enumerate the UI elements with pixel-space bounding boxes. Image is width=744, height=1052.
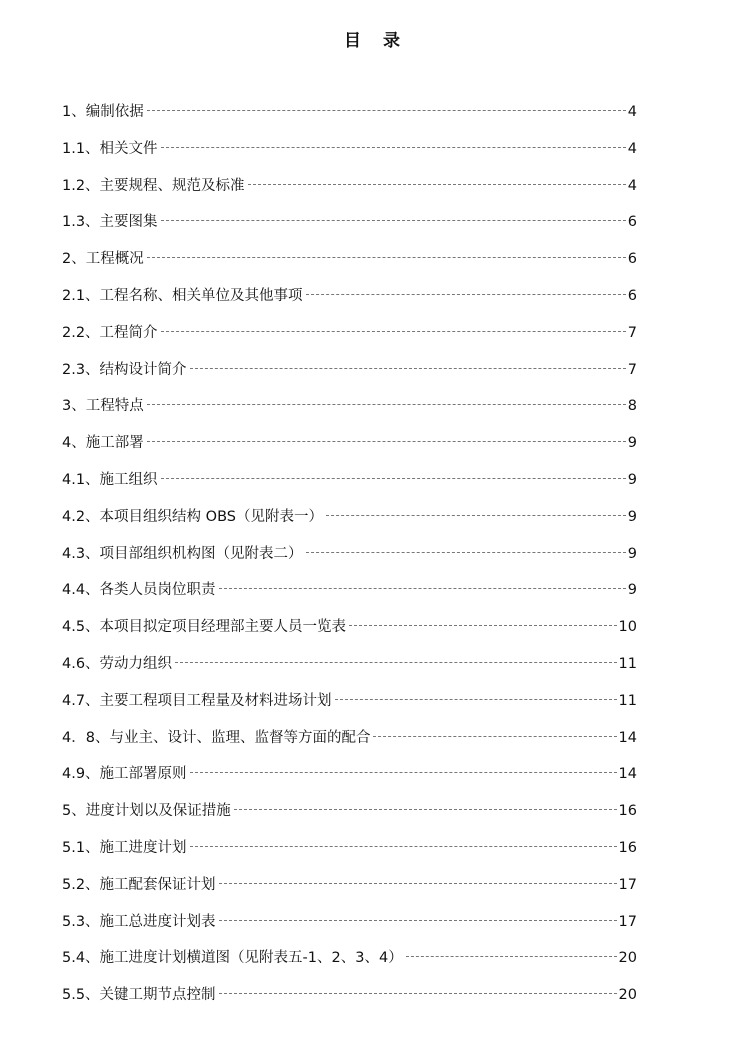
toc-dot-leader xyxy=(326,515,626,516)
toc-entry-page-number: 14 xyxy=(618,729,637,746)
toc-entry-page-number: 4 xyxy=(627,177,637,194)
toc-entry[interactable] xyxy=(62,572,637,609)
toc-entry-title: 4.7、主要工程项目工程量及材料进场计划 xyxy=(62,692,332,709)
toc-entry-title: 4.5、本项目拟定项目经理部主要人员一览表 xyxy=(62,619,347,636)
toc-entry-page-number: 10 xyxy=(618,619,637,636)
toc-entry[interactable] xyxy=(62,830,637,867)
toc-entry[interactable] xyxy=(62,241,637,278)
toc-entry-page-number: 6 xyxy=(627,251,637,268)
toc-entry-page-number: 20 xyxy=(618,987,637,1004)
toc-entry-page-number: 16 xyxy=(618,803,637,820)
toc-dot-leader xyxy=(219,993,617,994)
toc-entry-page-number: 11 xyxy=(618,692,637,709)
toc-entry[interactable] xyxy=(62,462,637,499)
toc-entry-title: 2.3、结构设计简介 xyxy=(62,361,187,378)
toc-dot-leader xyxy=(161,478,626,479)
toc-entry-page-number: 9 xyxy=(627,435,637,452)
toc-entry-title: 2、工程概况 xyxy=(62,251,144,268)
table-of-contents xyxy=(62,94,637,1014)
toc-entry-title: 4.4、各类人员岗位职责 xyxy=(62,582,216,599)
toc-entry[interactable] xyxy=(62,867,637,904)
toc-dot-leader xyxy=(306,552,626,553)
toc-dot-leader xyxy=(147,257,626,258)
toc-dot-leader xyxy=(306,294,626,295)
toc-entry-title: 4.1、施工组织 xyxy=(62,471,158,488)
toc-dot-leader xyxy=(234,809,617,810)
toc-entry-page-number: 14 xyxy=(618,766,637,783)
toc-entry-page-number: 9 xyxy=(627,471,637,488)
toc-dot-leader xyxy=(147,441,626,442)
toc-entry-title: 4.2、本项目组织结构 OBS（见附表一） xyxy=(62,508,323,525)
toc-entry-title: 5.2、施工配套保证计划 xyxy=(62,876,216,893)
toc-entry-title: 1.1、相关文件 xyxy=(62,140,158,157)
toc-entry[interactable] xyxy=(62,388,637,425)
toc-entry[interactable] xyxy=(62,793,637,830)
toc-entry-title: 4.9、施工部署原则 xyxy=(62,766,187,783)
toc-entry-page-number: 17 xyxy=(618,913,637,930)
toc-entry-page-number: 20 xyxy=(618,950,637,967)
toc-entry-page-number: 9 xyxy=(627,582,637,599)
toc-entry[interactable] xyxy=(62,204,637,241)
toc-entry-title: 2.1、工程名称、相关单位及其他事项 xyxy=(62,287,303,304)
toc-entry-title: 4.6、劳动力组织 xyxy=(62,655,173,672)
toc-dot-leader xyxy=(161,331,626,332)
toc-entry-title: 1、编制依据 xyxy=(62,104,144,120)
toc-entry[interactable] xyxy=(62,609,637,646)
toc-entry-page-number: 4 xyxy=(627,104,637,120)
toc-entry-title: 5.1、施工进度计划 xyxy=(62,839,187,856)
toc-dot-leader xyxy=(219,588,626,589)
toc-dot-leader xyxy=(161,220,626,221)
toc-dot-leader xyxy=(190,846,617,847)
toc-entry[interactable] xyxy=(62,683,637,720)
toc-entry-title: 4、施工部署 xyxy=(62,435,144,452)
toc-entry-page-number: 17 xyxy=(618,876,637,893)
toc-dot-leader xyxy=(406,956,617,957)
toc-entry-title: 1.2、主要规程、规范及标准 xyxy=(62,177,245,194)
toc-dot-leader xyxy=(248,184,626,185)
toc-entry-title: 4.3、项目部组织机构图（见附表二） xyxy=(62,545,303,562)
toc-dot-leader xyxy=(147,110,626,111)
page-title: 目录 xyxy=(344,31,422,51)
toc-entry-page-number: 7 xyxy=(627,361,637,378)
toc-entry-title: 5.3、施工总进度计划表 xyxy=(62,913,216,930)
toc-entry[interactable] xyxy=(62,940,637,977)
toc-entry-page-number: 11 xyxy=(618,655,637,672)
toc-entry[interactable] xyxy=(62,720,637,757)
toc-dot-leader xyxy=(190,368,626,369)
toc-entry[interactable] xyxy=(62,646,637,683)
toc-entry-page-number: 6 xyxy=(627,287,637,304)
toc-entry-title: 5.5、关键工期节点控制 xyxy=(62,987,216,1004)
toc-entry[interactable] xyxy=(62,168,637,205)
toc-entry[interactable] xyxy=(62,425,637,462)
toc-dot-leader xyxy=(190,772,617,773)
toc-entry-title: 4．8、与业主、设计、监理、监督等方面的配合 xyxy=(62,729,371,746)
toc-entry-page-number: 16 xyxy=(618,839,637,856)
toc-dot-leader xyxy=(161,147,626,148)
toc-entry-page-number: 7 xyxy=(627,324,637,341)
toc-entry-page-number: 6 xyxy=(627,214,637,231)
toc-dot-leader xyxy=(219,920,617,921)
toc-entry-title: 5、进度计划以及保证措施 xyxy=(62,803,231,820)
toc-entry-title: 1.3、主要图集 xyxy=(62,214,158,231)
toc-dot-leader xyxy=(335,699,617,700)
toc-entry-page-number: 9 xyxy=(627,508,637,525)
toc-entry[interactable] xyxy=(62,131,637,168)
toc-entry[interactable] xyxy=(62,499,637,536)
toc-entry-page-number: 4 xyxy=(627,140,637,157)
toc-entry[interactable] xyxy=(62,352,637,389)
toc-entry[interactable] xyxy=(62,278,637,315)
toc-entry-title: 5.4、施工进度计划横道图（见附表五-1、2、3、4） xyxy=(62,950,403,967)
toc-entry[interactable] xyxy=(62,536,637,573)
toc-dot-leader xyxy=(373,736,616,737)
toc-entry[interactable] xyxy=(62,94,637,131)
toc-entry-title: 2.2、工程简介 xyxy=(62,324,158,341)
toc-entry[interactable] xyxy=(62,756,637,793)
toc-entry[interactable] xyxy=(62,977,637,1014)
toc-dot-leader xyxy=(349,625,616,626)
toc-dot-leader xyxy=(175,662,616,663)
toc-entry[interactable] xyxy=(62,904,637,941)
toc-entry-page-number: 8 xyxy=(627,398,637,415)
toc-entry-page-number: 9 xyxy=(627,545,637,562)
toc-dot-leader xyxy=(147,404,626,405)
toc-dot-leader xyxy=(219,883,617,884)
toc-entry-title: 3、工程特点 xyxy=(62,398,144,415)
toc-entry[interactable] xyxy=(62,315,637,352)
